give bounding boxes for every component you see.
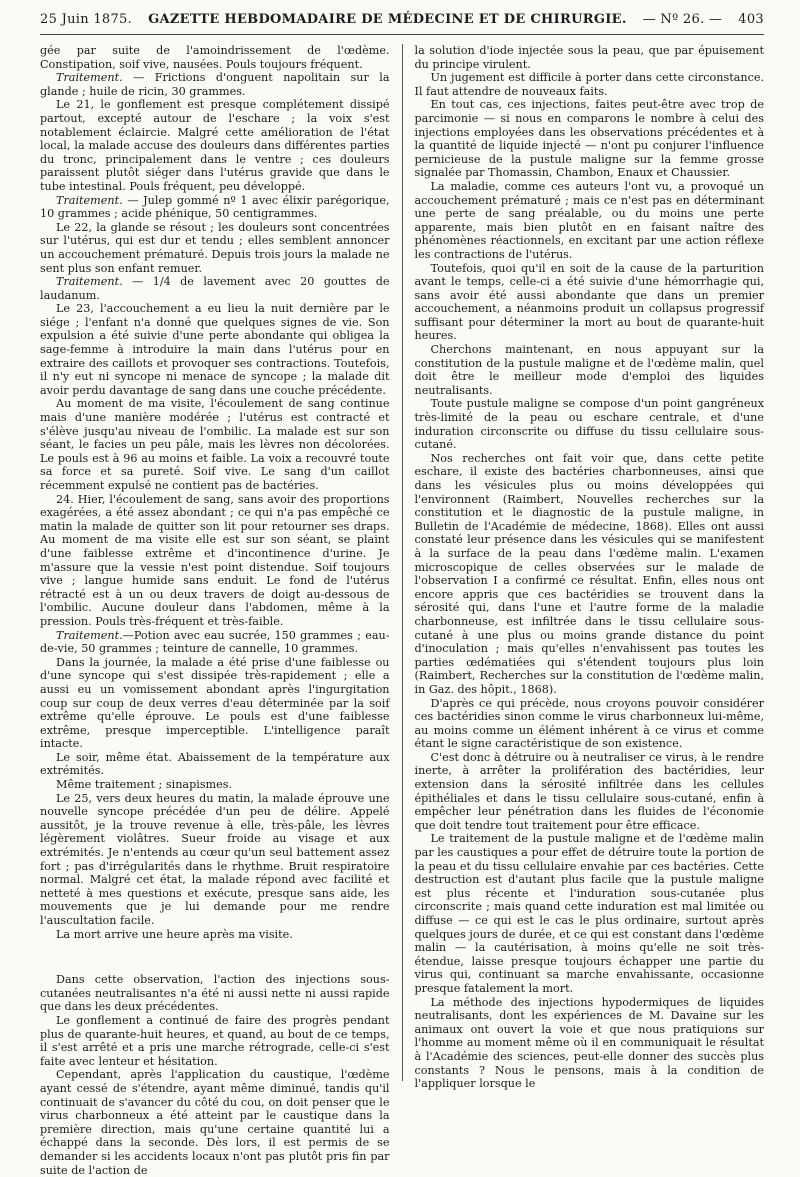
paragraph-text: Le 21, le gonflement est presque complétement dissipé partout, excepté autour de l'eschare ; la voix s'est notablement éclaircie. Malgré cette amélioration de l'état local, la malade accuse des douleurs dans différentes parties du tronc, principalement dans le ventre ; ces douleurs paraissent plutôt siéger dans l'utérus gravide que dans le tube intestinal. Pouls fréquent, peu développé. [40,98,390,193]
paragraph-lead: Traitement. [56,193,123,207]
paragraph [415,397,765,451]
paragraph [40,778,390,792]
paragraph-text: Le 23, l'accouchement a eu lieu la nuit dernière par le siége ; l'enfant n'a donné que quelques signes de vie. Son expulsion a été suivie d'une perte abondante qui obligea la sage-femme à introduire la main dans l'utérus pour en extraire des caillots et provoquer ses contractions. Toutefois, il n'y eut ni syncope ni menace de syncope ; la malade dit avoir perdu davantage de sang dans une couche précédente. [40,302,390,397]
paragraph [40,98,390,193]
paragraph [40,397,390,492]
paragraph [415,697,765,751]
paragraph [40,1068,390,1177]
paragraph-text: gée par suite de l'amoindrissement de l'œdème. Constipation, soif vive, nausées. Pouls toujours fréquent. [40,44,390,71]
paragraph-text: Le traitement de la pustule maligne et de l'œdème malin par les caustiques a pour effet de détruire toute la portion de la peau et du tissu cellulaire envahie par ces bactéries. Cette destruction est d'autant plus facile que la pustule maligne est plus récente et l'induration sous-cutanée plus circonscrite ; mais quand cette induration est mal limitée ou diffuse — ce qui est le cas le plus ordinaire, surtout après quelques jours de durée, et ce qui est constant dans l'œdème malin — la cautérisation, à moins qu'elle ne soit très-étendue, laisse presque toujours échapper une partie du virus qui, continuant sa marche envahissante, occasionne presque fatalement la mort. [414,832,765,995]
paragraph-text: C'est donc à détruire ou à neutraliser ce virus, à le rendre inerte, à arrêter la prolifération des bactéridies, leur extension dans la sérosité infiltrée dans les cellules épithéliales et dans le tissu cellulaire sous-cutané, enfin à empêcher leur pénétration dans les fluides de l'économie que doit tendre tout traitement pour être efficace. [414,750,765,832]
paragraph-text: Cherchons maintenant, en nous appuyant sur la constitution de la pustule maligne et de l'œdème malin, quel doit être le meilleur mode d'emploi des liquides neutralisants. [414,343,765,397]
paragraph-text: Toutefois, quoi qu'il en soit de la cause de la parturition avant le temps, celle-ci a été suivie d'une hémorrhagie qui, sans avoir été aussi abondante que dans un premier accouchement, a néanmoins produit un collapsus progressif suffisant pour déterminer la mort au bout de quarante-huit heures. [414,261,765,343]
paragraph [415,71,765,98]
paragraph [40,275,390,302]
paragraph-text: En tout cas, ces injections, faites peut-être avec trop de parcimonie — si nous en comparons le nombre à celui des injections employées dans les observations précédentes et à la quantité de liquide injecté — n'ont pu conjurer l'influence pernicieuse de la pustule maligne sur la femme grosse signalée par Thomassin, Chambon, Enaux et Chaussier. [414,98,765,180]
paragraph [40,656,390,751]
paragraph [40,194,390,221]
paragraph [415,751,765,833]
paragraph-text: Un jugement est difficile à porter dans cette circonstance. Il faut attendre de nouveaux faits. [414,71,765,98]
paragraph [40,44,390,71]
header-page: 403 [738,11,764,27]
paragraph [415,452,765,697]
paragraph [40,493,390,629]
paragraph-text: Le 25, vers deux heures du matin, la malade éprouve une nouvelle syncope précédée d'un peu de délire. Appelé aussitôt, je la trouve revenue à elle, très-pâle, les lèvres légèrement violâtres. Sueur froide au visage et aux extrémités. Je n'entends au cœur qu'un seul battement assez fort ; pas d'irrégularités dans le rhythme. Bruit respiratoire normal. Malgré cet état, la malade répond avec facilité et netteté à mes questions et exécute, presque sans aide, les mouvements que je lui demande pour me rendre l'auscultation facile. [40,791,390,927]
paragraph [415,832,765,995]
paragraph-text: — Frictions d'onguent napolitain sur la glande ; huile de ricin, 30 grammes. [40,71,390,98]
paragraph [415,343,765,397]
paragraph [40,1014,390,1068]
paragraph-text: — 1/4 de lavement avec 20 gouttes de laudanum. [40,275,390,302]
paragraph-text: — Julep gommé nº 1 avec élixir parégorique, 10 grammes ; acide phénique, 50 centigrammes. [40,193,390,221]
header-title: GAZETTE HEBDOMADAIRE DE MÉDECINE ET DE CHIRURGIE. [148,11,627,27]
paragraph [40,221,390,275]
paragraph-lead: Traitement. [56,71,123,85]
right-column [414,44,765,1091]
paragraph-text: Nos recherches ont fait voir que, dans cette petite eschare, il existe des bactéries charbonneuses, ainsi que dans les vésicules plus ou moins développées qui l'environnent (Raimbert, Nouvelles recherches sur la constitution et le diagnostic de la pustule maligne, in Bulletin de l'Académie de médecine, 1868). Elles ont aussi constaté leur présence dans les vésicules qui se manifestent à la surface de la peau dans l'œdème malin. L'examen microscopique de celles observées sur le malade de l'observation I a confirmé ce résultat. Enfin, elles nous ont encore appris que ces bactéridies se trouvent dans la sérosité qui, dans l'une et l'autre forme de la maladie charbonneuse, est infiltrée dans le tissu cellulaire sous-cutané à une plus ou moins grande distance du point d'inoculation ; mais qu'elles n'envahissent pas toutes les parties œdématiées qui s'étendent toujours plus loin (Raimbert, Recherches sur la constitution de l'œdème malin, in Gaz. des hôpit., 1868). [414,451,765,696]
paragraph-lead: Traitement. [56,275,123,289]
paragraph [40,629,390,656]
paragraph [40,302,390,397]
paragraph-text: Le gonflement a continué de faire des progrès pendant plus de quarante-huit heures, et quand, au bout de ce temps, il s'est arrêté et a pris une marche rétrograde, celle-ci s'est faite avec lenteur et hésitation. [40,1013,390,1068]
paragraph [415,262,765,344]
header-number: — Nº 26. — [642,11,723,27]
paragraph-text: 24. Hier, l'écoulement de sang, sans avoir des proportions exagérées, a été assez abondant ; ce qui n'a pas empêché ce matin la malade de quitter son lit pour retourner ses draps. Au moment de ma visite elle est sur son séant, se plaint d'une faiblesse extrême et d'incontinence d'urine. Je m'assure que la vessie n'est point distendue. Soif toujours vive ; langue humide sans enduit. Le fond de l'utérus rétracté est à un ou deux travers de doigt au-dessous de l'ombilic. Aucune douleur dans l'abdomen, même à la pression. Pouls très-fréquent et très-faible. [40,492,390,628]
paragraph-text: D'après ce qui précède, nous croyons pouvoir considérer ces bactéridies sinon comme le virus charbonneux lui-même, au moins comme un élément inhérent à ce virus et comme étant le signe caractéristique de son existence. [414,696,765,751]
paragraph-text: Dans cette observation, l'action des injections sous-cutanées neutralisantes n'a été ni aussi nette ni aussi rapide que dans les deux précédentes. [40,973,390,1014]
header-date: 25 Juin 1875. [40,11,133,27]
paragraph [40,928,390,942]
paragraph-text: La maladie, comme ces auteurs l'ont vu, a provoqué un accouchement prématuré ; mais ce n'est pas en déterminant une perte de sang préalable, ou du moins une perte apparente, mais bien plutôt en en faisant naître des phénomènes réactionnels, en excitant par une action réflexe les contractions de l'utérus. [414,179,765,261]
paragraph [40,792,390,928]
paragraph-text: Au moment de ma visite, l'écoulement de sang continue mais d'une manière modérée ; l'utérus est contracté et s'élève jusqu'au niveau de l'ombilic. La malade est sur son séant, le facies un peu pâle, mais les lèvres non décolorées. Le pouls est à 96 au moins et faible. La voix a recouvré toute sa force et sa pureté. Soif vive. Le sang d'un caillot récemment expulsé ne contient pas de bactéries. [40,397,390,492]
paragraph [415,44,765,71]
paragraph-lead: Traitement. [56,628,123,642]
paragraph [415,180,765,262]
paragraph-text: —Potion avec eau sucrée, 150 grammes ; eau-de-vie, 50 grammes ; teinture de cannelle, 10 grammes. [40,628,390,656]
paragraph-text: Cependant, après l'application du caustique, l'œdème ayant cessé de s'étendre, ayant même diminué, tandis qu'il continuait de s'avancer du côté du cou, on doit penser que le virus charbonneux a été atteint par le caustique dans la première direction, mais qu'une certaine quantité lui a échappé dans la seconde. Dès lors, il est permis de se demander si les accidents locaux n'ont pas plutôt pris fin par suite de l'action de [40,1068,390,1177]
paragraph-text: Le 22, la glande se résout ; les douleurs sont concentrées sur l'utérus, qui est dur et tendu ; elles semblent annoncer un accouchement prématuré. Depuis trois jours la malade ne sent plus son enfant remuer. [40,220,390,275]
text-columns [40,44,765,1177]
paragraph-text: Le soir, même état. Abaissement de la température aux extrémités. [40,750,390,778]
paragraph [40,751,390,778]
column-rule [402,44,403,1081]
paragraph-text: La méthode des injections hypodermiques de liquides neutralisants, dont les expériences de M. Davaine sur les animaux ont ouvert la voie et que nous pratiquions sur l'homme au moment même où il en communiquait le résultat à l'Académie des sciences, peut-elle donner des succès plus constants ? Nous le pensons, mais à la condition de l'appliquer lorsque le [414,995,765,1091]
paragraph-text: la solution d'iode injectée sous la peau, que par épuisement du principe virulent. [414,44,765,71]
left-column [40,44,390,1177]
paragraph-text: Dans la journée, la malade a été prise d'une faiblesse ou d'une syncope qui s'est dissipée très-rapidement ; elle a aussi eu un vomissement abondant après l'ingurgitation coup sur coup de deux verres d'eau déterminée par la soif extrême qu'elle éprouve. Le pouls est d'une faiblesse extrême, presque imperceptible. L'intelligence paraît intacte. [40,655,390,751]
paragraph [415,98,765,180]
paragraph [415,996,765,1091]
paragraph-text: La mort arrive une heure après ma visite. [56,927,293,941]
paragraph [40,71,390,98]
paragraph [40,973,390,1014]
running-head [40,4,764,35]
paragraph-text: Toute pustule maligne se compose d'un point gangréneux très-limité de la peau ou eschare centrale, et d'une induration circonscrite ou diffuse du tissu cellulaire sous-cutané. [414,397,765,452]
paragraph-text: Même traitement ; sinapismes. [56,778,233,792]
